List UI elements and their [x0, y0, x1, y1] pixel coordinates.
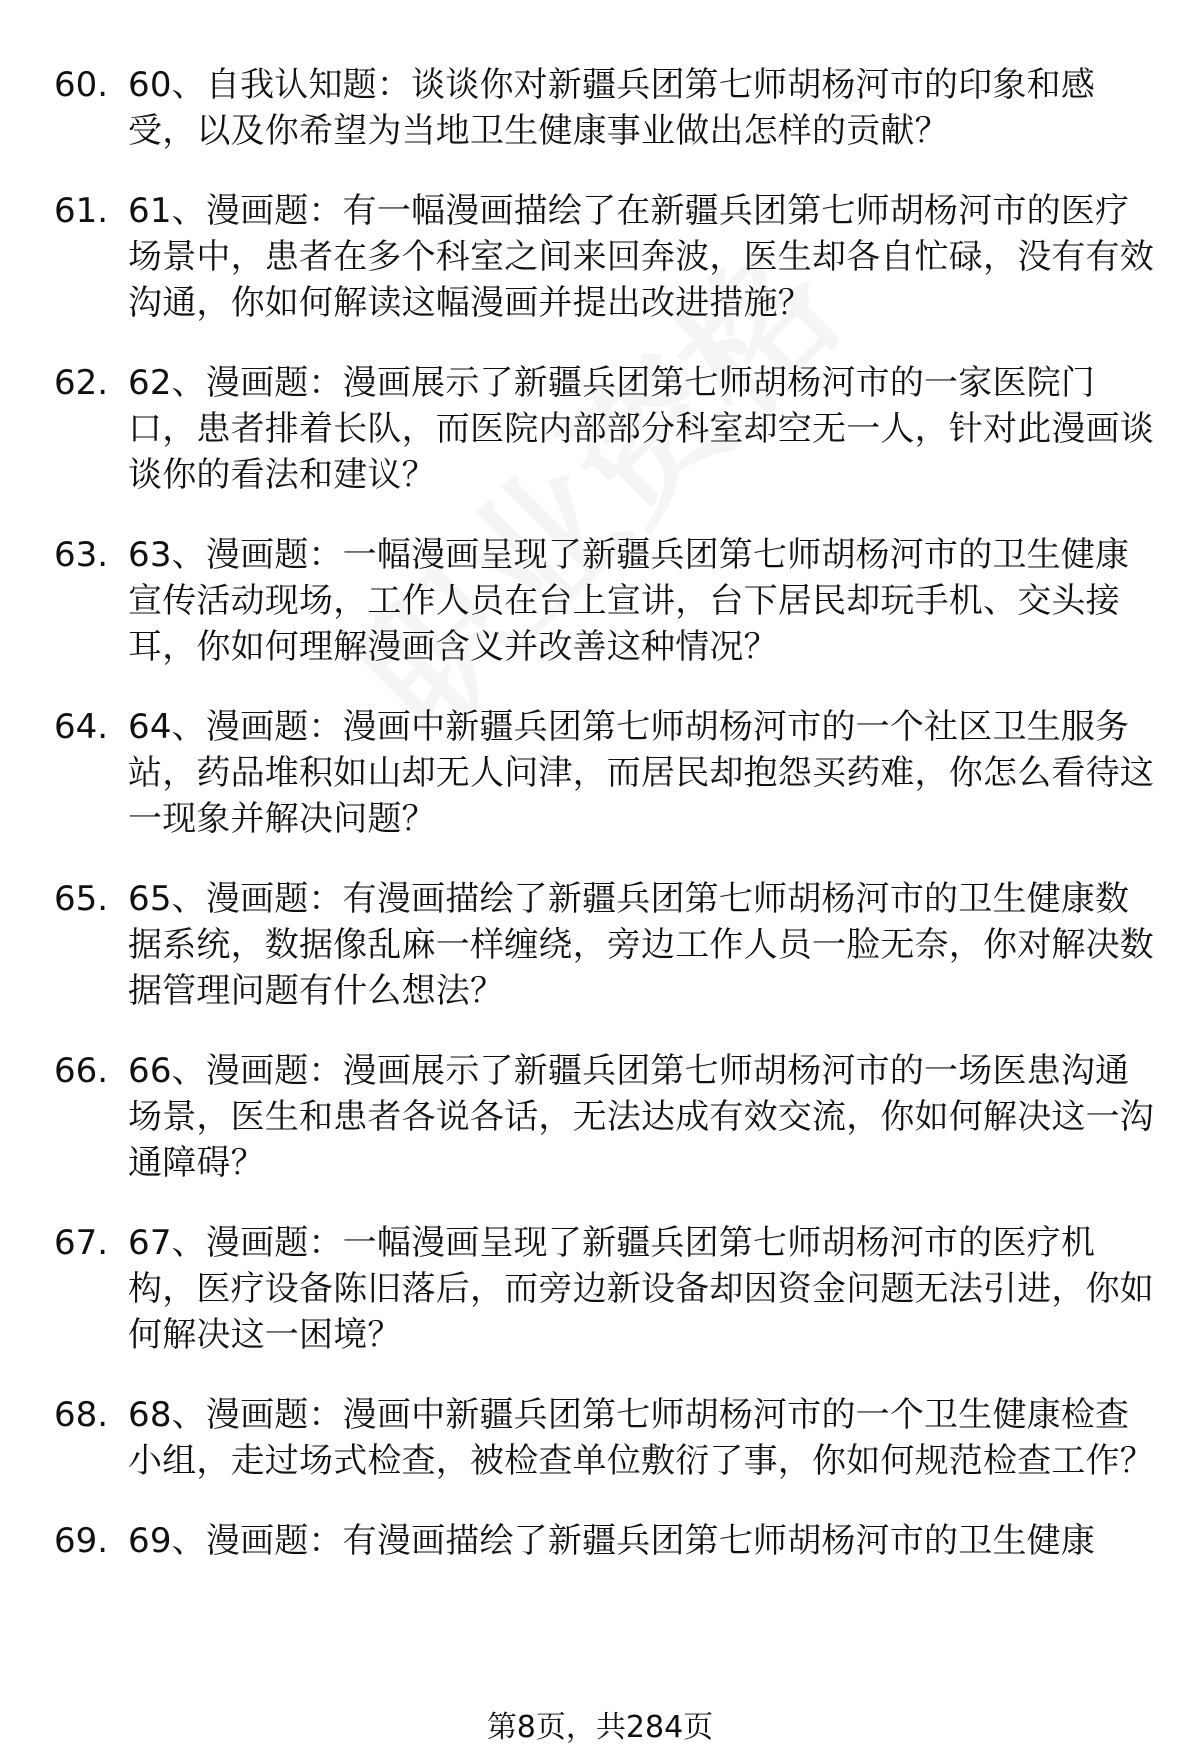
question-number: 66. [54, 1051, 109, 1091]
question-text: 63、漫画题：一幅漫画呈现了新疆兵团第七师胡杨河市的卫生健康宣传活动现场，工作人员在台上宣讲，台下居民却玩手机、交头接耳，你如何理解漫画含义并改善这种情况？ [128, 535, 1130, 667]
question-text: 60、自我认知题：谈谈你对新疆兵团第七师胡杨河市的印象和感受，以及你希望为当地卫生健康事业做出怎样的贡献？ [128, 65, 1096, 151]
question-text: 69、漫画题：有漫画描绘了新疆兵团第七师胡杨河市的卫生健康 [128, 1521, 1096, 1561]
list-item [54, 1392, 1154, 1484]
question-number: 60. [54, 65, 109, 105]
question-number: 69. [54, 1521, 109, 1561]
list-item [54, 532, 1154, 670]
list-item [54, 876, 1154, 1014]
question-text: 65、漫画题：有漫画描绘了新疆兵团第七师胡杨河市的卫生健康数据系统，数据像乱麻一样缠绕，旁边工作人员一脸无奈，你对解决数据管理问题有什么想法？ [128, 879, 1154, 1011]
question-number: 64. [54, 707, 109, 747]
list-item [54, 1518, 1154, 1564]
list-item [54, 1220, 1154, 1358]
question-number: 61. [54, 191, 109, 231]
question-number: 68. [54, 1395, 109, 1435]
list-item [54, 62, 1154, 154]
question-number: 63. [54, 535, 109, 575]
question-number: 62. [54, 363, 109, 403]
list-item [54, 1048, 1154, 1186]
question-text: 68、漫画题：漫画中新疆兵团第七师胡杨河市的一个卫生健康检查小组，走过场式检查，被检查单位敷衍了事，你如何规范检查工作？ [128, 1395, 1154, 1481]
list-item [54, 704, 1154, 842]
question-list [54, 62, 1154, 1598]
question-text: 64、漫画题：漫画中新疆兵团第七师胡杨河市的一个社区卫生服务站，药品堆积如山却无人问津，而居民却抱怨买药难，你怎么看待这一现象并解决问题？ [128, 707, 1154, 839]
question-number: 65. [54, 879, 109, 919]
question-text: 67、漫画题：一幅漫画呈现了新疆兵团第七师胡杨河市的医疗机构，医疗设备陈旧落后，而旁边新设备却因资金问题无法引进，你如何解决这一困境？ [128, 1223, 1154, 1355]
page-footer: 第8页，共284页 [486, 1710, 714, 1745]
list-item [54, 188, 1154, 326]
question-number: 67. [54, 1223, 109, 1263]
question-text: 62、漫画题：漫画展示了新疆兵团第七师胡杨河市的一家医院门口，患者排着长队，而医院内部部分科室却空无一人，针对此漫画谈谈你的看法和建议？ [128, 363, 1154, 495]
question-text: 66、漫画题：漫画展示了新疆兵团第七师胡杨河市的一场医患沟通场景，医生和患者各说各话，无法达成有效交流，你如何解决这一沟通障碍？ [128, 1051, 1154, 1183]
question-text: 61、漫画题：有一幅漫画描绘了在新疆兵团第七师胡杨河市的医疗场景中，患者在多个科室之间来回奔波，医生却各自忙碌，没有有效沟通，你如何解读这幅漫画并提出改进措施？ [128, 191, 1154, 323]
list-item [54, 360, 1154, 498]
